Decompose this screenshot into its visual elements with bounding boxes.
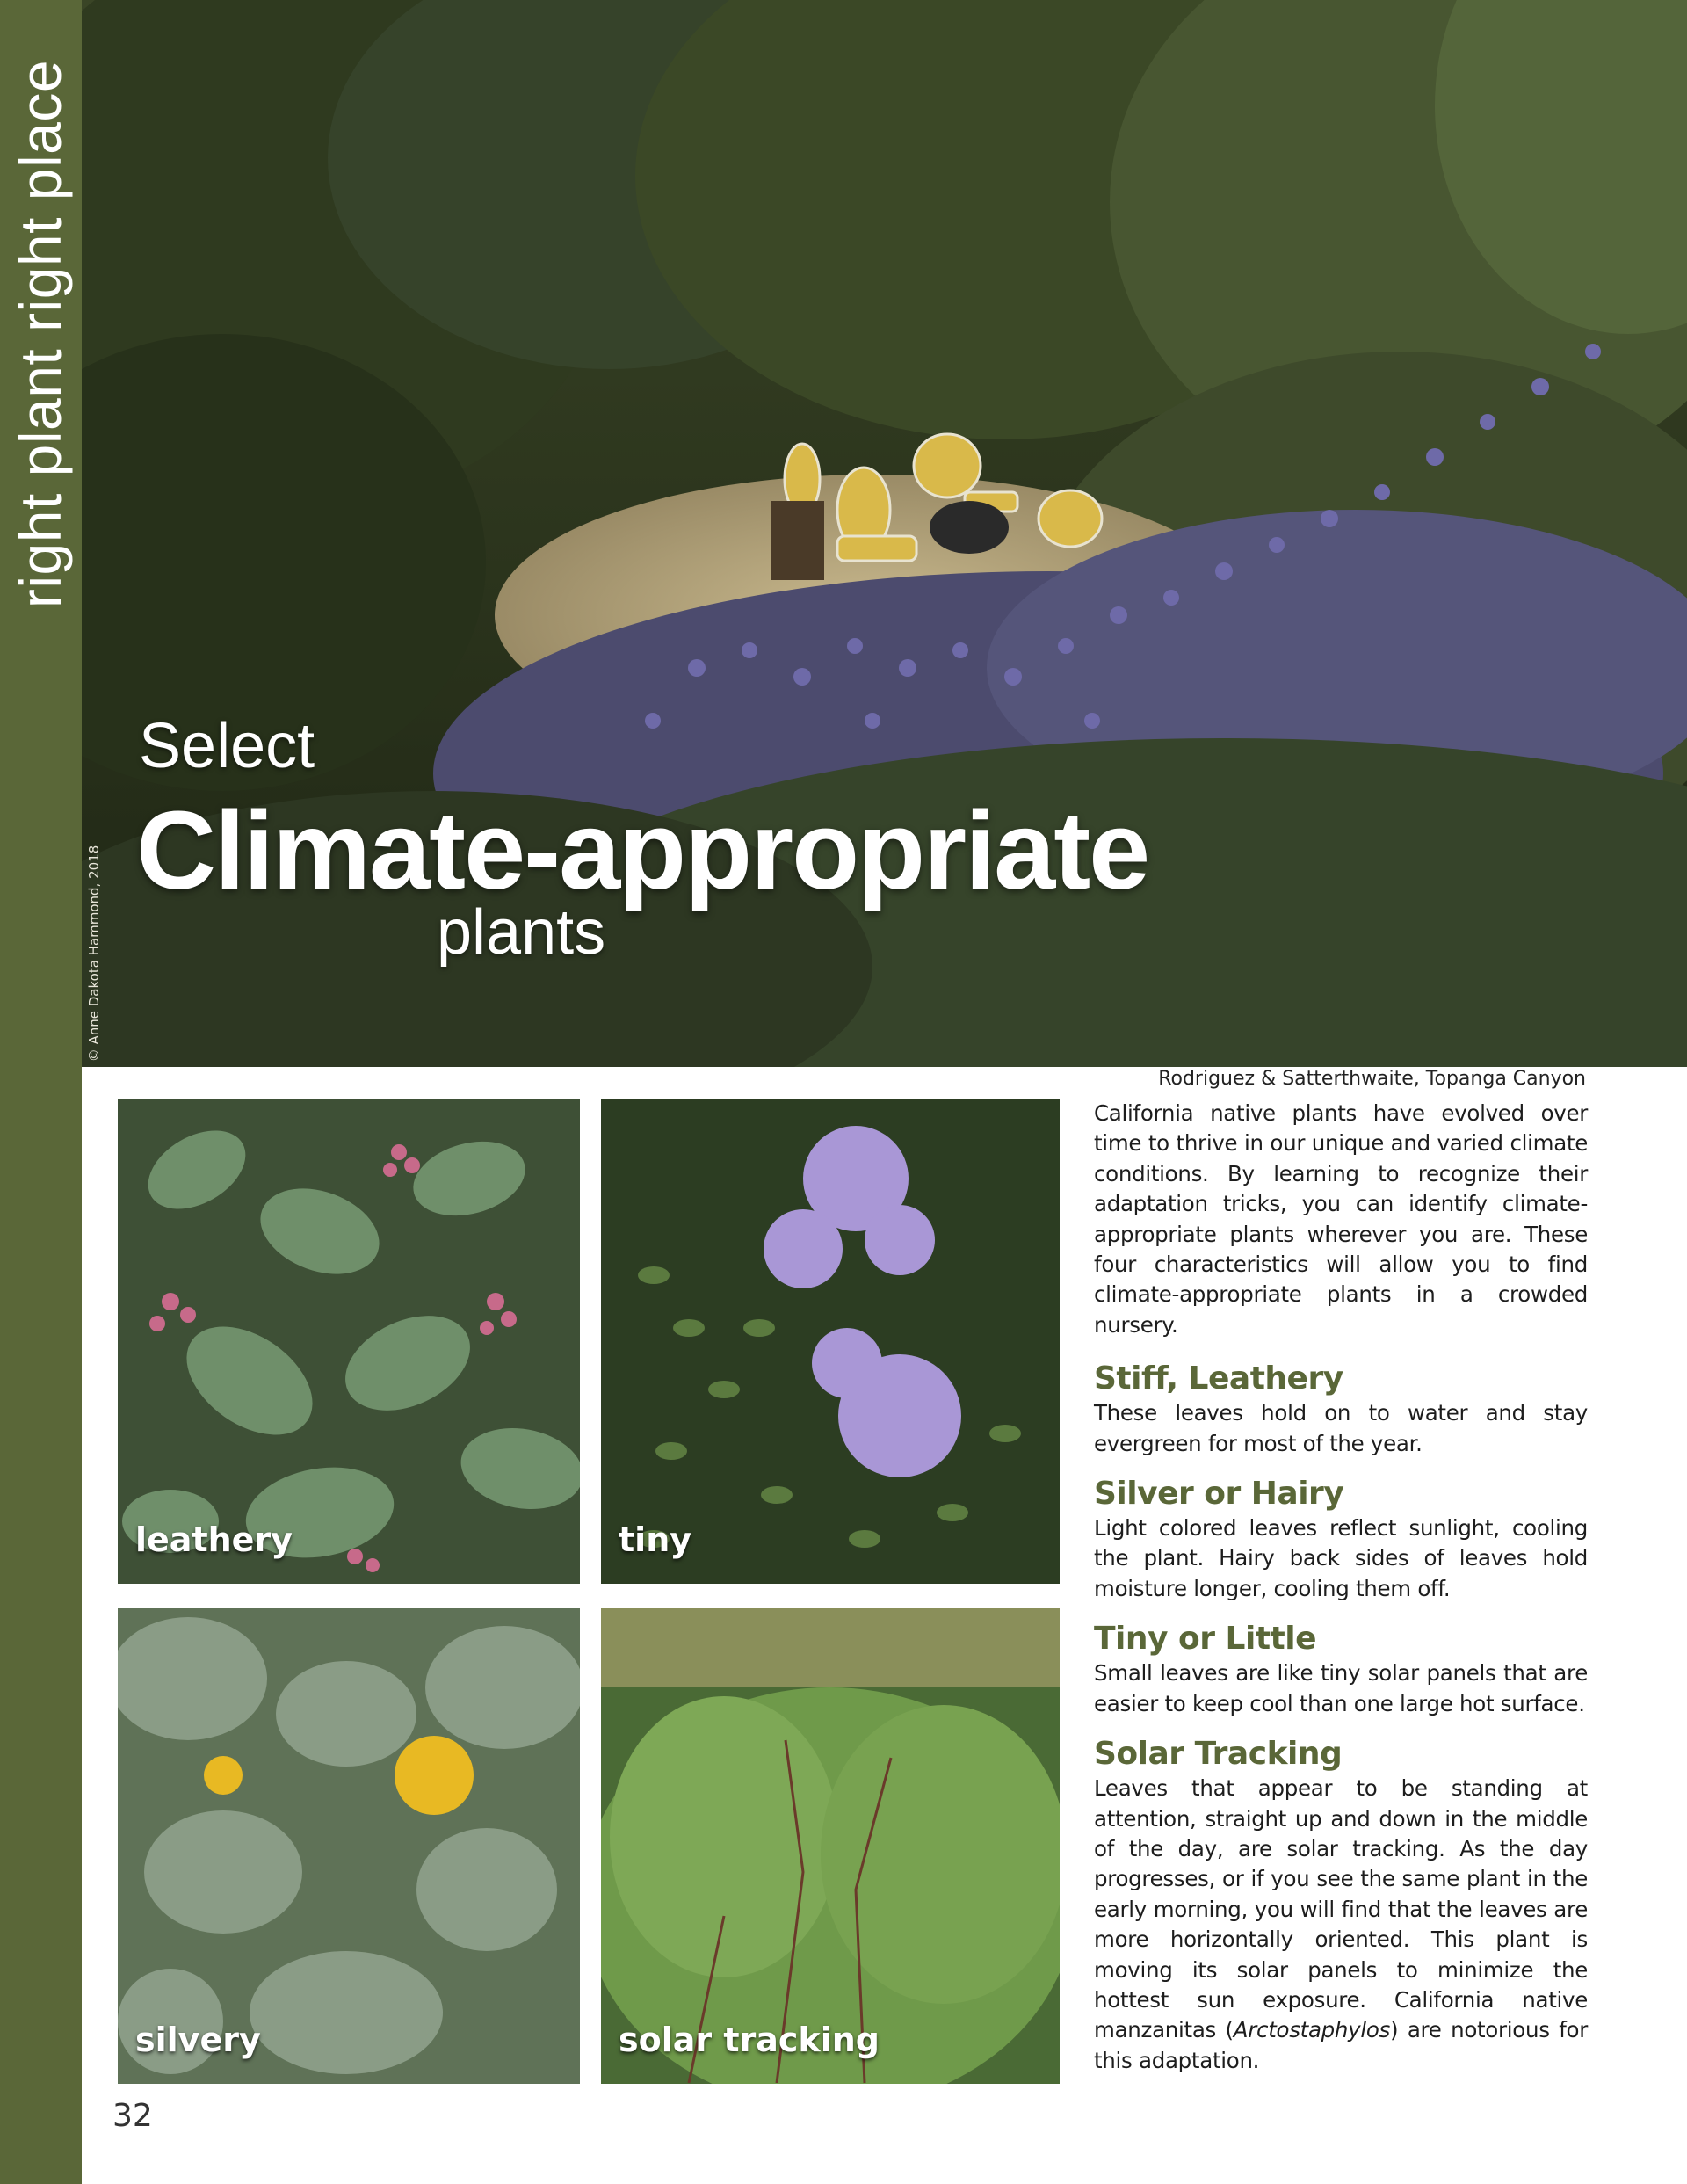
photo-credit: Rodriguez & Satterthwaite, Topanga Canyon [1158,1068,1586,1090]
section-body: Small leaves are like tiny solar panels that are easier to keep cool than one large hot surface. [1094,1660,1588,1716]
section-leathery [1094,1360,1588,1459]
photo-copyright: © Anne Dakota Hammond, 2018 [86,845,102,1063]
section-heading: Tiny or Little [1094,1621,1316,1658]
section-tiny [1094,1620,1588,1719]
tile-label: tiny [619,1520,692,1559]
photo-solar-tracking [601,1608,1060,2084]
section-body: These leaves hold on to water and stay evergreen for most of the year. [1094,1400,1588,1456]
page-title: Climate-appropriate [136,788,1149,912]
section-heading: Solar Tracking [1094,1736,1343,1773]
section-body [1094,1774,1588,2076]
page-number: 32 [112,2098,153,2134]
photo-tiny [601,1099,1060,1584]
title-select: Select [139,711,315,781]
leathery-leaves-illustration [118,1099,580,1584]
text-column [1094,1099,1588,2092]
photo-leathery [118,1099,580,1584]
section-solar [1094,1735,1588,2076]
tile-label: leathery [135,1520,293,1559]
sidebar-band [0,0,82,2184]
genus-name: Arctostaphylos [1233,2017,1391,2043]
section-silver [1094,1475,1588,1604]
silvery-leaves-illustration [118,1608,580,2084]
body-text: Leaves that appear to be standing at attention, straight up and down in the middle of the day, are solar tracking. As the day progresses, or if you see the same plant in the early morning, you will find that the leaves are more horizontally oriented. This plant is moving its solar panels to minimize the hottest sun exposure. California native manzanitas ( [1094,1775,1588,2043]
title-plants: plants [437,897,606,968]
tile-label: solar tracking [619,2021,880,2059]
section-heading: Stiff, Leathery [1094,1360,1343,1397]
body-text: ) are notorious for this adaptation. [1094,2017,1588,2073]
intro-paragraph: California native plants have evolved over time to thrive in our unique and varied climate conditions. By learning to recognize their adaptation tricks, you can identify climate-appropriate plants wherever you are. These four characteristics will allow you to find climate-appropriate plants in a crowded nursery. [1094,1100,1588,1338]
manzanita-shrub-illustration [601,1608,1060,2084]
tile-label: silvery [135,2021,261,2059]
section-heading: Silver or Hairy [1094,1476,1344,1513]
tiny-leaves-illustration [601,1099,1060,1584]
section-body: Light colored leaves reflect sunlight, cooling the plant. Hairy back sides of leaves hold moisture longer, cooling them off. [1094,1515,1588,1601]
sidebar-label: right plant right place [8,59,73,609]
photo-silvery [118,1608,580,2084]
